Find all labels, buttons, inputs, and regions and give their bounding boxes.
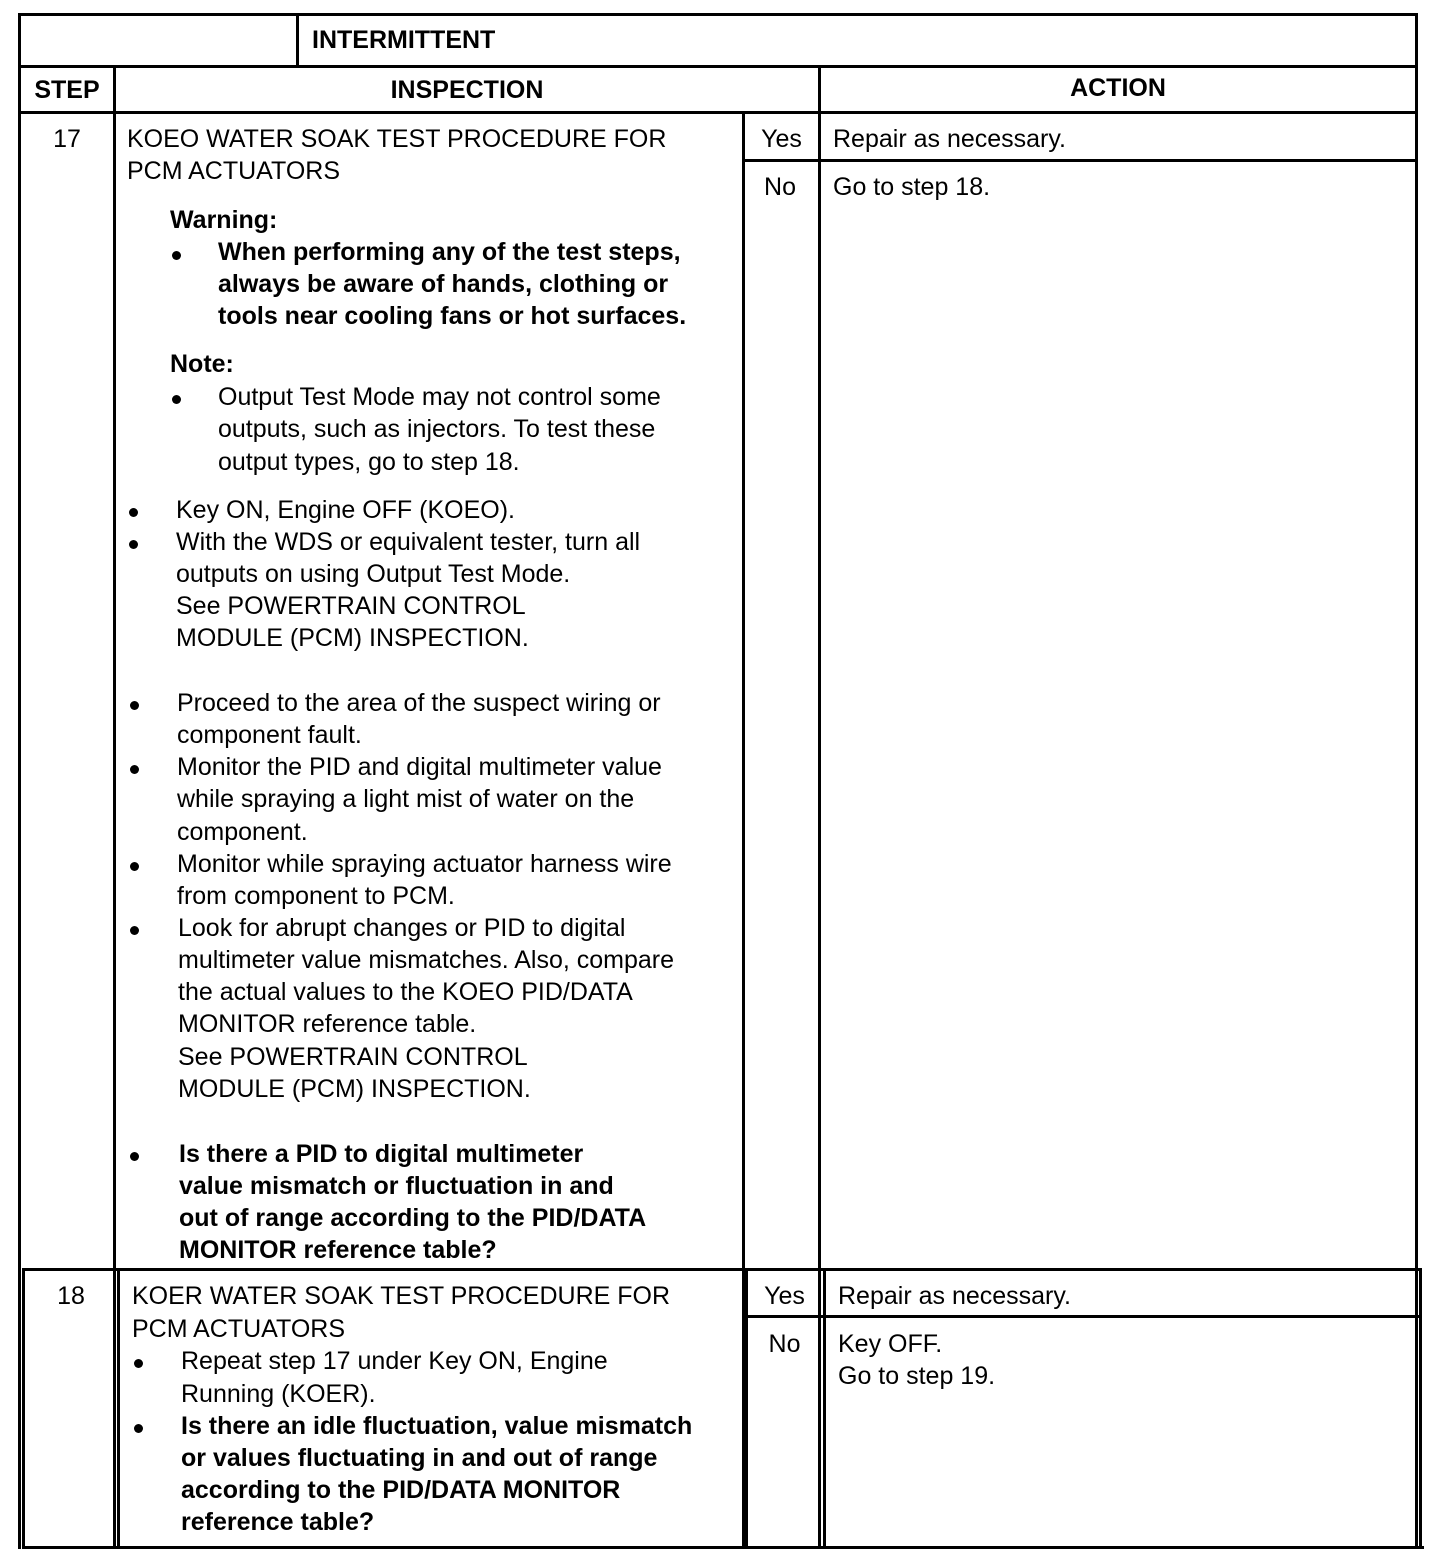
step-number-17: 17 [53, 125, 81, 153]
step18-inspection-divider [745, 1268, 748, 1549]
step17-question-line-1: Is there a PID to digital multimeter [179, 1140, 584, 1168]
step17-yes-action: Repair as necessary. [833, 125, 1066, 153]
step17-bullet-5-line-2: from component to PCM. [177, 882, 455, 910]
step18-question-line-2: or values fluctuating in and out of range [181, 1444, 658, 1472]
step17-bullet-7 [130, 1152, 139, 1161]
step18-step-divider [117, 1268, 120, 1549]
step17-bullet-6-line-4: MONITOR reference table. [178, 1010, 477, 1038]
title-cell-divider [296, 13, 299, 68]
step17-bullet-2-line-2: outputs on using Output Test Mode. [176, 560, 571, 588]
step17-bullet-4-line-3: component. [177, 818, 308, 846]
warning-line-2: always be aware of hands, clothing or [218, 270, 669, 298]
step17-bullet-3 [130, 701, 139, 710]
step18-yes-no-divider [746, 1315, 1422, 1318]
table-border-bottom [24, 1546, 1424, 1549]
warning-bullet [172, 251, 181, 260]
step17-bullet-3-line-1: Proceed to the area of the suspect wiring or [177, 689, 661, 717]
warning-label: Warning: [170, 206, 278, 234]
table-border-right [1415, 13, 1418, 1549]
step18-bullet-1-line-2: Running (KOER). [181, 1380, 376, 1408]
warning-line-1: When performing any of the test steps, [218, 238, 681, 266]
title-row-divider [18, 65, 1418, 68]
step18-left-border [22, 1268, 25, 1549]
note-line-3: output types, go to step 18. [218, 448, 520, 476]
step17-bullet-5 [130, 862, 139, 871]
step-column-divider [113, 65, 116, 1549]
step18-bullet-1 [134, 1359, 143, 1368]
step18-title-line-1: KOER WATER SOAK TEST PROCEDURE FOR [132, 1282, 671, 1310]
step18-question-line-1: Is there an idle fluctuation, value mismatch [181, 1412, 693, 1440]
step17-question-line-2: value mismatch or fluctuation in and [179, 1172, 614, 1200]
step17-bullet-6-line-5: See POWERTRAIN CONTROL [178, 1043, 528, 1071]
step18-title-line-2: PCM ACTUATORS [132, 1315, 345, 1343]
step17-bullet-1-line-1: Key ON, Engine OFF (KOEO). [176, 496, 515, 524]
step18-bullet-1-line-1: Repeat step 17 under Key ON, Engine [181, 1347, 608, 1375]
step17-bullet-4 [130, 765, 139, 774]
step18-right-border [1419, 1268, 1422, 1549]
step17-bullet-5-line-1: Monitor while spraying actuator harness wire [177, 850, 672, 878]
table-border-top [18, 13, 1418, 16]
step17-bullet-2-line-3: See POWERTRAIN CONTROL [176, 592, 526, 620]
header-action: ACTION [1070, 74, 1166, 102]
step17-bullet-2-line-4: MODULE (PCM) INSPECTION. [176, 624, 529, 652]
step17-no-action-line-1: Go to step 18. [833, 173, 991, 201]
step18-no-action-line-2: Go to step 19. [838, 1362, 996, 1390]
header-inspection: INSPECTION [390, 76, 544, 104]
header-step: STEP [34, 76, 100, 104]
step-row-divider [22, 1268, 1422, 1271]
step17-question-line-4: MONITOR reference table? [179, 1236, 497, 1264]
step17-yes-label: Yes [761, 125, 802, 153]
note-line-2: outputs, such as injectors. To test these [218, 415, 656, 443]
step17-bullet-4-line-2: while spraying a light mist of water on the [177, 785, 635, 813]
step18-no-label: No [768, 1330, 801, 1358]
step17-bullet-1 [129, 508, 138, 517]
note-bullet [172, 395, 181, 404]
step17-yes-no-divider [745, 159, 1418, 162]
action-column-divider [818, 65, 821, 1549]
step17-bullet-6 [130, 926, 139, 935]
step17-question-line-3: out of range according to the PID/DATA [179, 1204, 647, 1232]
header-row-divider [18, 111, 1418, 114]
table-border-left [18, 13, 21, 1549]
step18-yes-label: Yes [764, 1282, 805, 1310]
warning-line-3: tools near cooling fans or hot surfaces. [218, 302, 687, 330]
table-title: INTERMITTENT [312, 26, 496, 54]
step17-title-line-2: PCM ACTUATORS [127, 157, 340, 185]
step17-bullet-2-line-1: With the WDS or equivalent tester, turn all [176, 528, 641, 556]
note-label: Note: [170, 350, 234, 378]
step18-action-divider [823, 1268, 826, 1549]
step17-bullet-3-line-2: component fault. [177, 721, 362, 749]
step17-bullet-6-line-3: the actual values to the KOEO PID/DATA [178, 978, 633, 1006]
step17-bullet-6-line-2: multimeter value mismatches. Also, compare [178, 946, 675, 974]
step18-question-line-4: reference table? [181, 1508, 375, 1536]
step17-bullet-6-line-1: Look for abrupt changes or PID to digital [178, 914, 626, 942]
step17-no-label: No [764, 173, 796, 201]
note-line-1: Output Test Mode may not control some [218, 383, 661, 411]
step18-bullet-2 [134, 1424, 143, 1433]
step-number-18: 18 [57, 1282, 85, 1310]
step18-yes-action: Repair as necessary. [838, 1282, 1071, 1310]
step17-title-line-1: KOEO WATER SOAK TEST PROCEDURE FOR [127, 125, 667, 153]
step17-bullet-6-line-6: MODULE (PCM) INSPECTION. [178, 1075, 531, 1103]
step18-no-action-line-1: Key OFF. [838, 1330, 943, 1358]
step17-bullet-2 [129, 540, 138, 549]
step18-question-line-3: according to the PID/DATA MONITOR [181, 1476, 621, 1504]
step17-bullet-4-line-1: Monitor the PID and digital multimeter value [177, 753, 662, 781]
